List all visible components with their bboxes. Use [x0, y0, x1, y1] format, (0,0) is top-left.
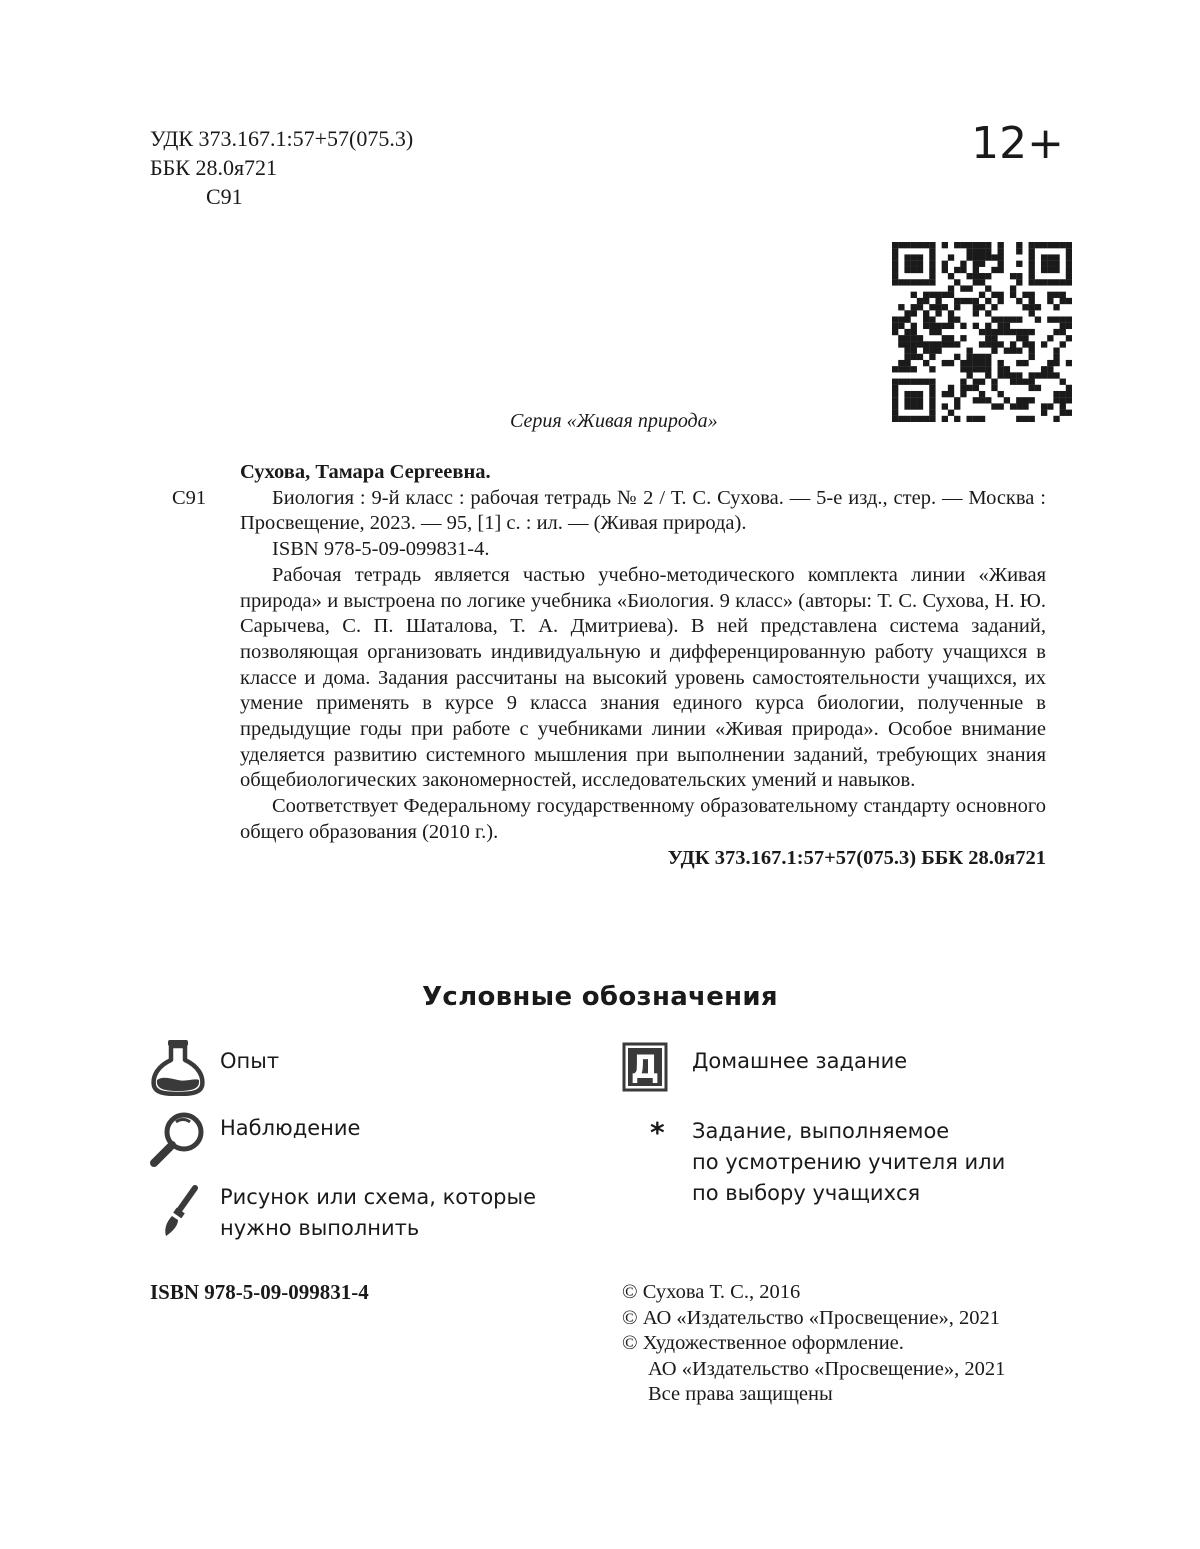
age-rating: 12+	[971, 118, 1064, 169]
legend-optional-line3: по выбору учащихся	[692, 1181, 921, 1205]
author-name: Сухова, Тамара Сергеевна.	[240, 461, 491, 483]
copyright-publisher: © АО «Издательство «Просвещение», 2021	[622, 1306, 1001, 1329]
bibliographic-record	[240, 460, 1046, 871]
bbk-code: ББК 28.0я721	[150, 155, 278, 180]
copyright-author: © Сухова Т. С., 2016	[622, 1281, 801, 1303]
legend-title: Условные обозначения	[422, 982, 778, 1012]
legend-homework: Домашнее задание	[692, 1049, 908, 1073]
copyright-block	[622, 1280, 1005, 1408]
rights-reserved: Все права защищены	[648, 1383, 833, 1405]
standard-note: Соответствует Федеральному государственному образовательному стандарту основного общего образования (2010 г.).	[240, 795, 1046, 843]
brush-icon	[150, 1180, 210, 1240]
homework-d-letter: Д	[630, 1048, 660, 1086]
magnifier-icon	[148, 1108, 208, 1168]
annotation: Рабочая тетрадь является частью учебно-методического комплекта линии «Живая природа» и выстроена по логике учебника «Биология. 9 класс» (авторы: Т. С. Сухова, Н. Ю. Сарычева, С. П. Шаталова, Т. А. Дмитриева). В ней представлена система заданий, позволяющая организовать индивидуальную и дифференцированную работу учащихся в классе и дома. Задания рассчитаны на высокий уровень самостоятельности учащихся, их умение применять в курсе 9 класса знания единого курса биологии, полученные в предыдущие годы при работе с учебниками линии «Живая природа». Особое внимание уделяется развитию системного мышления при выполнении заданий, требующих знания общебиологических закономерностей, исследовательских умений и навыков.	[240, 563, 1046, 792]
legend-optional-line1: Задание, выполняемое	[692, 1119, 950, 1143]
qr-code-icon	[892, 242, 1072, 422]
legend-drawing-line2: нужно выполнить	[220, 1216, 420, 1240]
author-sign: С91	[206, 184, 243, 209]
homework-d-icon	[622, 1042, 668, 1092]
book-description: Биология : 9-й класс : рабочая тетрадь № 2 / Т. С. Сухова. — 5-е изд., стер. — Москва : Просвещение, 2023. — 95, [1] с. : ил. — (Живая природа).	[240, 486, 1046, 535]
library-code: С91	[172, 487, 207, 509]
record-udk: УДК 373.167.1:57+57(075.3)	[667, 846, 917, 869]
record-bbk: ББК 28.0я721	[921, 846, 1046, 869]
copyright-design: © Художественное оформление.	[622, 1332, 904, 1354]
classification-codes	[150, 124, 413, 211]
isbn-line: ISBN 978-5-09-099831-4.	[272, 538, 490, 561]
legend-drawing-line1: Рисунок или схема, которые	[220, 1185, 537, 1209]
udk-code: УДК 373.167.1:57+57(075.3)	[150, 126, 414, 151]
legend-drawing	[220, 1182, 536, 1244]
isbn-footer: ISBN 978-5-09-099831-4	[150, 1280, 369, 1304]
record-codes	[240, 846, 1046, 872]
series-title: Серия «Живая природа»	[510, 410, 718, 432]
legend-optional-line2: по усмотрению учителя или	[692, 1150, 1006, 1174]
asterisk-icon: *	[650, 1116, 665, 1149]
flask-icon	[148, 1036, 208, 1096]
legend-experiment: Опыт	[220, 1049, 280, 1073]
copyright-design-publisher: АО «Издательство «Просвещение», 2021	[648, 1357, 1006, 1380]
legend-observation: Наблюдение	[220, 1116, 361, 1140]
legend-optional-task	[692, 1116, 1005, 1209]
